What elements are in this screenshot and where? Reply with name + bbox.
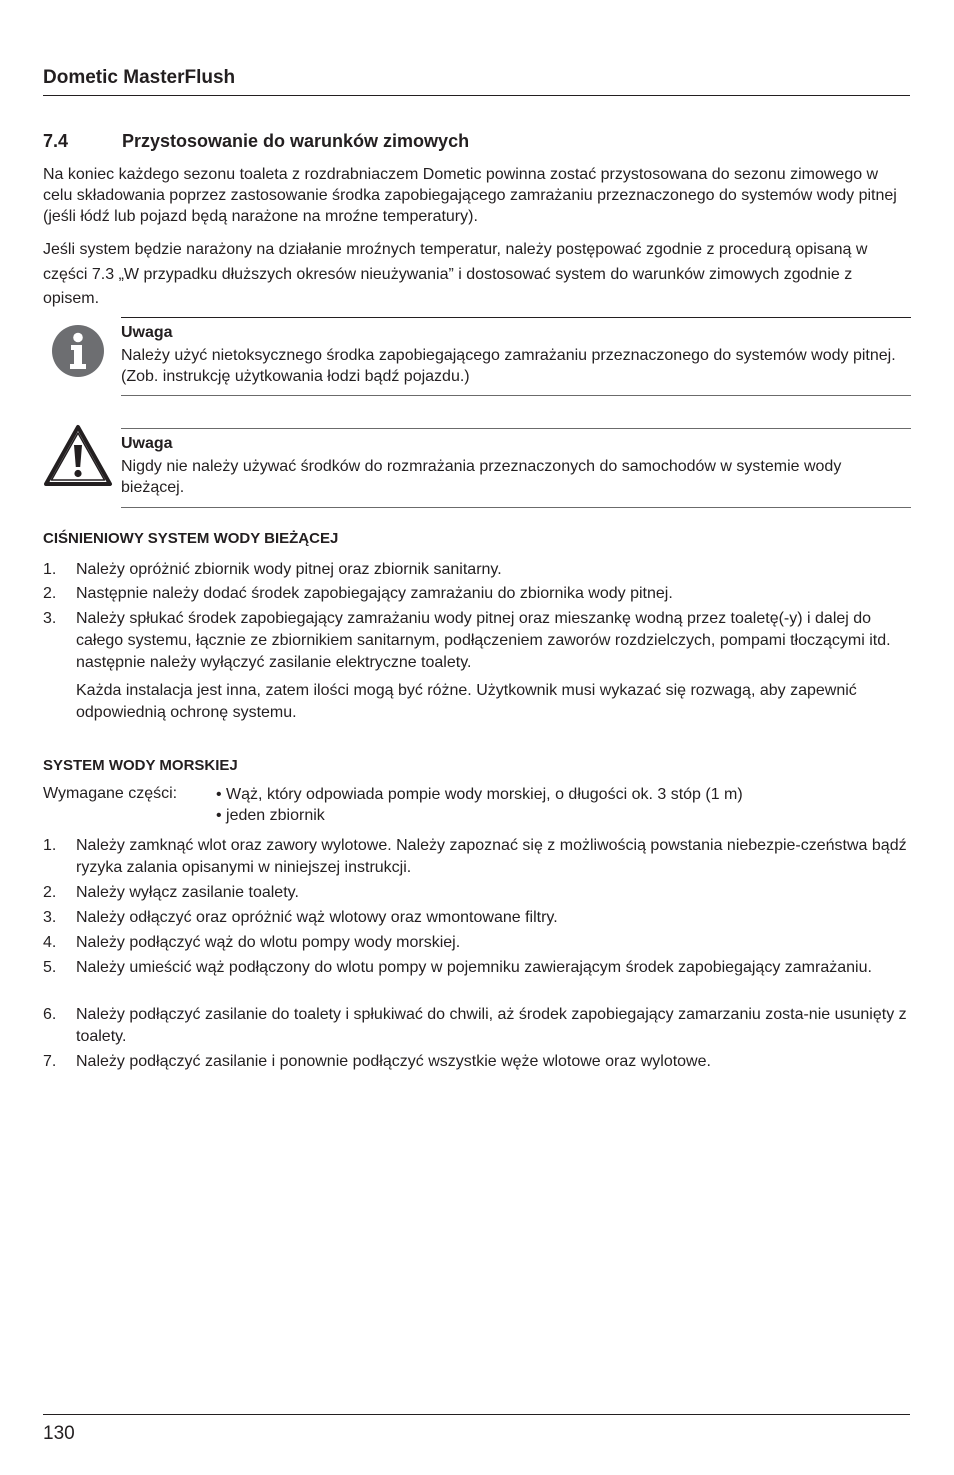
list-item bbox=[43, 835, 909, 879]
list-item-number: 1. bbox=[43, 837, 57, 854]
intro-paragraph: Na koniec każdego sezonu toaleta z rozdrabniaczem Dometic powinna zostać przystosowana do sezonu zimowego w celu składowania poprzez zastosowanie środka zapobiegającego zamrażaniu przeznaczonego do systemów wody pitnej (jeśli łódź lub pojazd będą narażone na mroźne temperatury). bbox=[43, 166, 897, 225]
note-text: Każda instalacja jest inna, zatem ilości mogą być różne. Użytkownik musi wykazać się rozwagą, aby zapewnić odpowiednią ochronę systemu. bbox=[76, 682, 857, 721]
list-item-text: Należy umieścić wąż podłączony do wlotu pompy w pojemniku zawierającym środek zapobiegający zamrażaniu. bbox=[76, 959, 872, 976]
notice-title: Uwaga bbox=[121, 324, 173, 341]
list-item-number: 6. bbox=[43, 1006, 57, 1023]
list-item-text: Należy wyłącz zasilanie toalety. bbox=[76, 884, 299, 901]
notice-divider bbox=[121, 395, 911, 396]
list-item bbox=[43, 608, 909, 674]
warning-icon bbox=[43, 424, 113, 488]
list-item-number: 4. bbox=[43, 934, 57, 951]
list-item-text: Należy opróżnić zbiornik wody pitnej oraz zbiornik sanitarny. bbox=[76, 561, 502, 578]
pressure-system-heading: CIŚNIENIOWY SYSTEM WODY BIEŻĄCEJ bbox=[43, 530, 339, 547]
page-number: 130 bbox=[43, 1423, 75, 1444]
page-header-title: Dometic MasterFlush bbox=[43, 67, 236, 88]
notice-text: Należy użyć nietoksycznego środka zapobiegającego zamrażaniu przeznaczonego do systemów wody pitnej. (Zob. instrukcję użytkowania łodzi bądź pojazdu.) bbox=[121, 347, 896, 385]
notice-divider bbox=[121, 317, 911, 318]
list-item-text: Należy odłączyć oraz opróżnić wąż wlotowy oraz wmontowane filtry. bbox=[76, 909, 558, 926]
list-item bbox=[43, 559, 909, 581]
section-number: 7.4 bbox=[43, 131, 69, 151]
list-item-number: 2. bbox=[43, 884, 57, 901]
list-item-text: Należy podłączyć zasilanie do toalety i spłukiwać do chwili, aż środek zapobiegający zamarzaniu zosta-nie usunięty z toalety. bbox=[76, 1006, 907, 1045]
info-icon bbox=[51, 324, 105, 378]
notice-text: Nigdy nie należy używać środków do rozmrażania przeznaczonych do samochodów w systemie wody bieżącej. bbox=[121, 458, 842, 496]
list-item-number: 1. bbox=[43, 561, 57, 578]
list-item-text: Następnie należy dodać środek zapobiegający zamrażaniu do zbiornika wody pitnej. bbox=[76, 585, 673, 602]
list-item-number: 5. bbox=[43, 959, 57, 976]
procedure-paragraph: Jeśli system będzie narażony na działanie mroźnych temperatur, należy postępować zgodnie z procedurą opisaną w części 7.3 „W przypadku dłuższych okresów nieużywania” i dostosować system do warunków zimowych zgodnie z opisem. bbox=[43, 241, 868, 307]
list-item bbox=[43, 882, 909, 904]
list-item bbox=[43, 1004, 909, 1048]
required-part-item: • jeden zbiornik bbox=[216, 806, 325, 824]
notice-title: Uwaga bbox=[121, 435, 173, 452]
list-item-text: Należy zamknąć wlot oraz zawory wylotowe. Należy zapoznać się z możliwością powstania niebezpie-czeństwa bądź ryzyka zalania opisanymi w niniejszej instrukcji. bbox=[76, 837, 907, 876]
required-parts-list bbox=[216, 785, 743, 826]
list-item bbox=[43, 932, 909, 954]
list-item-text: Należy podłączyć zasilanie i ponownie podłączyć wszystkie węże wlotowe oraz wylotowe. bbox=[76, 1053, 711, 1070]
pressure-system-note bbox=[43, 680, 909, 724]
list-item bbox=[43, 583, 909, 605]
list-item bbox=[43, 1051, 909, 1073]
section-title: Przystosowanie do warunków zimowych bbox=[122, 131, 470, 151]
required-parts-label: Wymagane części: bbox=[43, 785, 178, 802]
seawater-system-heading: SYSTEM WODY MORSKIEJ bbox=[43, 757, 238, 774]
list-item-text: Należy podłączyć wąż do wlotu pompy wody morskiej. bbox=[76, 934, 461, 951]
section-heading bbox=[43, 131, 903, 155]
list-item-number: 2. bbox=[43, 585, 57, 602]
footer-divider bbox=[43, 1414, 910, 1415]
notice-divider bbox=[121, 507, 911, 508]
required-part-item: • Wąż, który odpowiada pompie wody morskiej, o długości ok. 3 stóp (1 m) bbox=[216, 786, 743, 803]
header-divider bbox=[43, 95, 910, 96]
list-item-number: 3. bbox=[43, 909, 57, 926]
list-item-number: 3. bbox=[43, 610, 57, 627]
list-item-number: 7. bbox=[43, 1053, 57, 1070]
list-item bbox=[43, 957, 909, 1001]
list-item-text: Należy spłukać środek zapobiegający zamrażaniu wody pitnej oraz mieszankę wodną przez toaletę(-y) i dalej do całego systemu, łącznie ze zbiornikiem sanitarnym, podłączeniem zaworów rozdzielczych, pompami tłoczącymi itd. następnie należy wyłączyć zasilanie elektryczne toalety. bbox=[76, 610, 891, 671]
list-item bbox=[43, 907, 909, 929]
notice-divider bbox=[121, 428, 911, 429]
